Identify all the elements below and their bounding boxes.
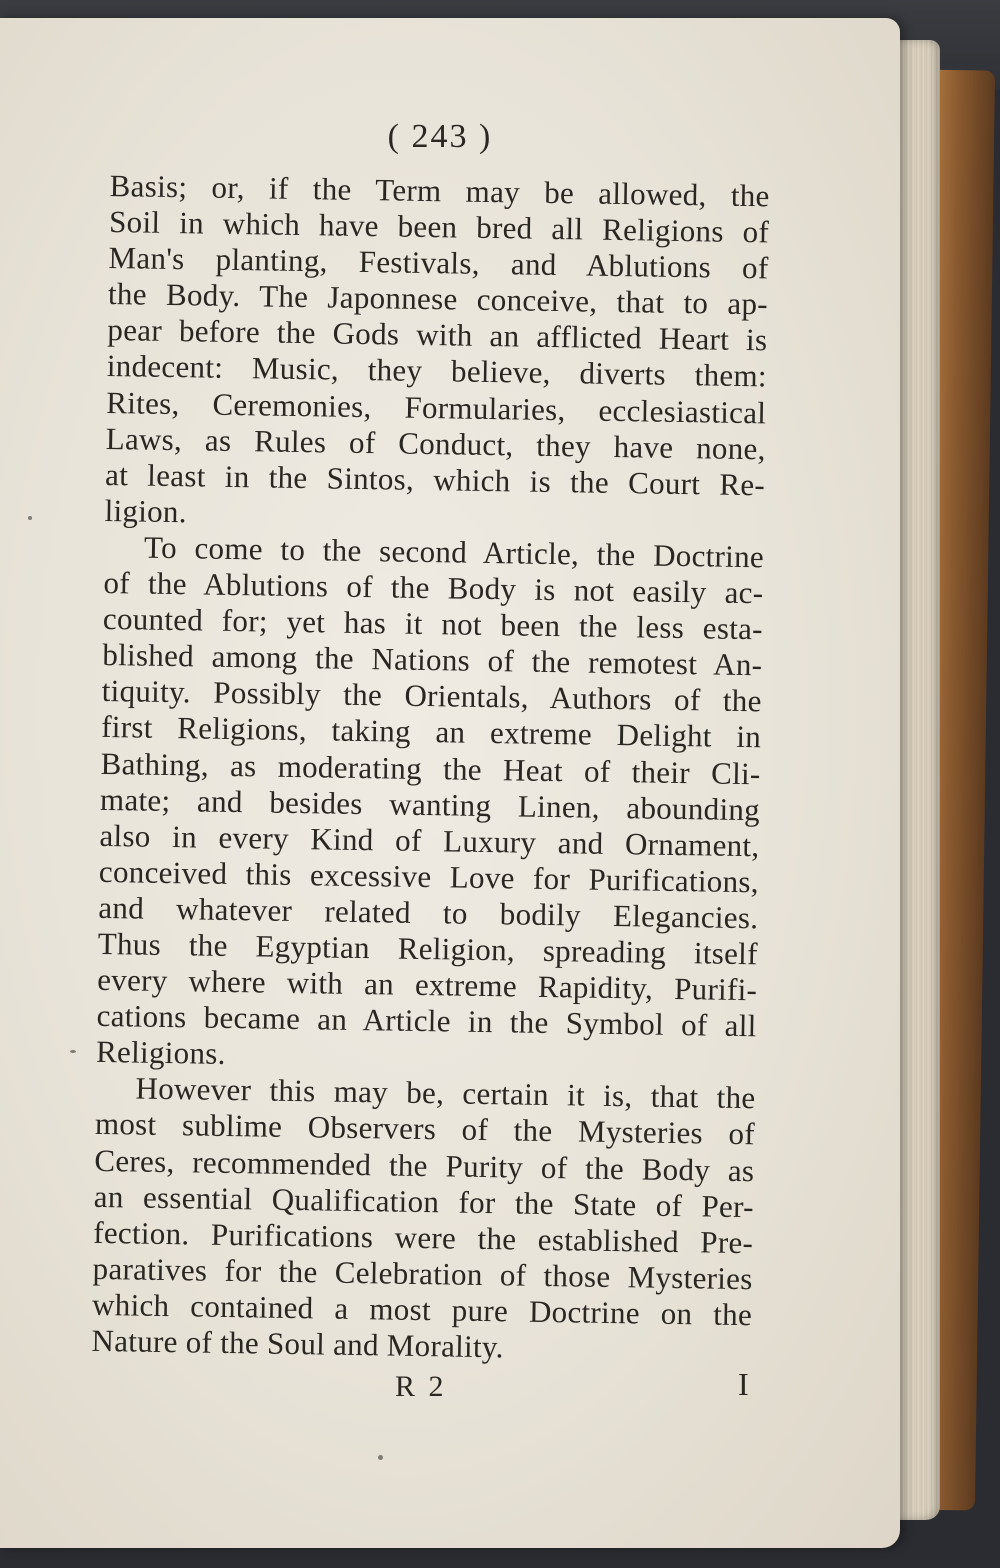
text-block bbox=[91, 168, 770, 1369]
page-number: ( 243 ) bbox=[387, 118, 493, 155]
catchword: I bbox=[738, 1366, 749, 1402]
text-line: Nature of the Soul and Morality. bbox=[91, 1322, 505, 1365]
text-line: Thus the Egyptian Religion, spreading itself bbox=[97, 925, 759, 972]
text-line: most sublime Observers of the Mysteries of bbox=[94, 1106, 756, 1152]
text-line: tiquity. Possibly the Orientals, Authors of the bbox=[101, 673, 762, 719]
text-line: Man's planting, Festivals, and Ablutions of bbox=[108, 240, 769, 286]
text-line: pear before the Gods with an afflicted Heart is bbox=[107, 312, 768, 358]
page-footer bbox=[0, 1366, 900, 1410]
text-line: Soil in which have been bred all Religions of bbox=[108, 204, 770, 250]
text-line: Laws, as Rules of Conduct, they have none, bbox=[105, 420, 766, 466]
text-line: which contained a most pure Doctrine on the bbox=[91, 1286, 753, 1333]
text-line: Religions. bbox=[95, 1034, 226, 1072]
text-line: However this may be, certain it is, that the bbox=[135, 1070, 756, 1116]
text-line: cations became an Article in the Symbol of all bbox=[96, 998, 757, 1044]
ink-spot bbox=[28, 516, 32, 520]
text-line: Basis; or, if the Term may be allowed, the bbox=[109, 168, 770, 214]
book-page bbox=[0, 18, 900, 1548]
text-line: also in every Kind of Luxury and Ornament, bbox=[99, 817, 760, 863]
text-line: counted for; yet has it not been the less esta- bbox=[102, 601, 764, 647]
text-line: first Religions, taking an extreme Delight in bbox=[100, 709, 762, 755]
text-line: mate; and besides wanting Linen, abounding bbox=[99, 781, 761, 827]
text-line: Rites, Ceremonies, Formularies, ecclesiastical bbox=[106, 384, 767, 430]
text-line: of the Ablutions of the Body is not easily ac- bbox=[103, 564, 764, 611]
ink-spot bbox=[378, 1455, 383, 1460]
paragraph-2 bbox=[96, 529, 764, 1081]
text-line: paratives for the Celebration of those Mysteries bbox=[92, 1250, 753, 1297]
text-line: the Body. The Japonnese conceive, that to ap- bbox=[107, 276, 769, 322]
text-line: Bathing, as moderating the Heat of their Cli- bbox=[100, 745, 761, 791]
text-line: every where with an extreme Rapidity, Purifi- bbox=[96, 961, 758, 1008]
paragraph-1 bbox=[104, 168, 770, 539]
ink-spot bbox=[70, 1050, 76, 1053]
text-line: indecent: Music, they believe, diverts them: bbox=[106, 348, 768, 394]
signature-mark: R 2 bbox=[395, 1370, 447, 1403]
text-line: To come to the second Article, the Doctrine bbox=[143, 529, 765, 575]
text-line: ligion. bbox=[104, 492, 188, 530]
text-line: and whatever related to bodily Elegancies. bbox=[98, 889, 759, 936]
text-line: Ceres, recommended the Purity of the Body as bbox=[94, 1142, 755, 1188]
paragraph-3 bbox=[91, 1070, 755, 1369]
text-line: blished among the Nations of the remotest An- bbox=[102, 637, 763, 683]
text-line: an essential Qualification for the State of Per- bbox=[93, 1178, 755, 1224]
text-line: at least in the Sintos, which is the Court Re- bbox=[104, 456, 766, 503]
text-line: fection. Purifications were the established Pre- bbox=[93, 1214, 754, 1260]
text-line: conceived this excessive Love for Purifications, bbox=[98, 853, 760, 900]
